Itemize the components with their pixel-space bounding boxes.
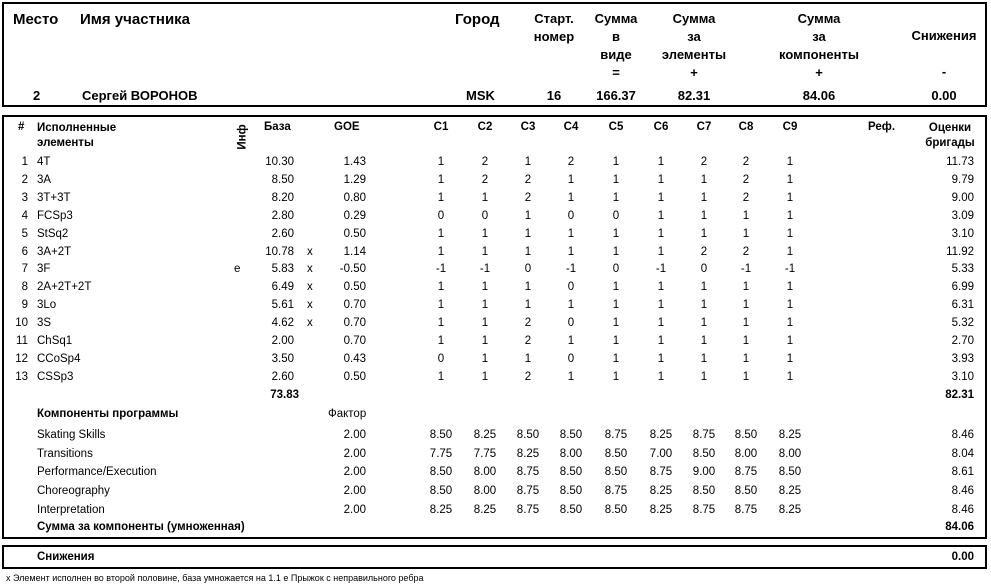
component-judge-score: 8.50 [692,485,716,498]
element-number: 6 [21,245,28,258]
component-judge-score: 8.25 [649,429,673,441]
element-judge-score: 1 [700,352,708,365]
header-tes: Сумма за элементы + [661,11,727,80]
component-judge-score: 8.25 [473,503,497,516]
component-judge-score: 8.75 [516,485,540,498]
component-factor: 2.00 [343,466,366,479]
element-goe: 0.50 [343,281,366,294]
element-score: 5.33 [951,263,974,276]
element-judge-score: 1 [612,299,620,312]
element-base: 10.78 [265,245,294,258]
element-name: ChSq1 [37,335,73,347]
judge-header: C5 [608,121,624,133]
component-judge-score: 8.75 [734,466,758,479]
component-judge-score: 8.50 [429,485,453,498]
element-judge-score: 1 [786,245,794,258]
element-judge-score: 0 [437,352,445,365]
element-judge-score: 2 [742,191,750,204]
element-base: 6.49 [271,281,294,294]
element-number: 11 [16,335,28,347]
deductions-score: 0.00 [951,551,974,563]
element-goe: 0.50 [343,370,366,383]
component-name: Transitions [37,447,93,460]
element-bonus-marker: x [307,245,313,258]
elements-base-total: 73.83 [270,389,299,401]
element-judge-score: 1 [567,370,575,383]
element-goe: 0.80 [343,191,366,204]
element-judge-score: 1 [481,299,489,312]
component-name: Skating Skills [37,429,106,441]
component-judge-score: 8.50 [516,429,540,441]
element-goe: 1.29 [343,173,366,186]
element-judge-score: 1 [481,317,489,330]
component-judge-score: 8.50 [559,466,583,479]
component-name: Performance/Execution [37,466,157,479]
element-judge-score: 1 [437,227,445,240]
element-judge-score: 1 [437,173,445,186]
element-base: 2.60 [271,227,294,240]
element-judge-score: 1 [524,209,532,222]
element-judge-score: 1 [742,352,750,365]
element-judge-score: 0 [524,263,532,276]
skater-name: Сергей ВОРОНОВ [82,88,198,103]
element-base: 2.60 [271,370,294,383]
element-score: 11.73 [946,156,974,168]
element-goe: 0.70 [343,335,366,347]
element-judge-score: 1 [786,156,794,168]
element-score: 6.31 [951,299,974,312]
element-judge-score: 1 [567,191,575,204]
element-judge-score: 1 [786,209,794,222]
components-factor-header: Фактор [328,408,367,420]
component-judge-score: 8.75 [516,503,540,516]
component-judge-score: 8.75 [692,503,716,516]
element-number: 2 [21,173,28,186]
component-judge-score: 8.50 [429,466,453,479]
component-judge-score: 8.25 [649,485,673,498]
component-judge-score: 8.50 [734,485,758,498]
component-judge-score: 8.75 [649,466,673,479]
judge-header: C2 [477,121,493,133]
element-judge-score: 0 [481,209,489,222]
element-judge-score: 1 [786,227,794,240]
element-judge-score: 1 [437,317,445,330]
element-judge-score: 1 [612,370,620,383]
component-judge-score: 8.00 [473,466,497,479]
component-judge-score: 8.50 [559,503,583,516]
element-judge-score: 1 [786,299,794,312]
element-judge-score: 1 [524,299,532,312]
component-judge-score: 8.25 [778,429,802,441]
judge-header: C6 [653,121,669,133]
element-judge-score: 2 [524,370,532,383]
element-judge-score: 1 [786,191,794,204]
element-judge-score: 0 [567,209,575,222]
element-judge-score: 0 [567,281,575,294]
element-goe: 0.70 [343,317,366,330]
component-judge-score: 8.75 [604,429,628,441]
element-judge-score: 2 [524,173,532,186]
component-judge-score: 8.25 [649,503,673,516]
element-judge-score: 1 [437,156,445,168]
component-judge-score: 8.50 [604,447,628,460]
element-number: 13 [15,370,28,383]
element-judge-score: 1 [700,281,708,294]
skater-deductions: 0.00 [931,88,957,103]
element-judge-score: 1 [786,317,794,330]
element-judge-score: 1 [742,370,750,383]
element-judge-score: 1 [742,281,750,294]
element-judge-score: 1 [786,370,794,383]
component-judge-score: 7.00 [649,447,673,460]
element-judge-score: 1 [481,335,489,347]
component-judge-score: 8.50 [778,466,802,479]
element-base: 4.62 [271,317,294,330]
header-deductions: Снижения [911,28,977,43]
element-judge-score: 2 [700,245,708,258]
element-number: 8 [21,281,28,294]
element-judge-score: 1 [481,370,489,383]
element-judge-score: 0 [612,263,620,276]
element-judge-score: 1 [657,156,665,168]
element-judge-score: 2 [567,156,575,168]
element-judge-score: 1 [481,227,489,240]
header-deductions-sign: - [941,64,947,79]
col-element-name: Исполненные элементы [37,122,117,149]
component-score: 8.61 [951,466,974,479]
judge-header: C1 [433,121,449,133]
element-judge-score: 1 [612,191,620,204]
component-score: 8.46 [951,429,974,441]
element-judge-score: 2 [742,173,750,186]
element-base: 8.50 [271,173,294,186]
element-judge-score: 1 [657,173,665,186]
element-judge-score: 1 [524,245,532,258]
element-name: CCoSp4 [37,352,81,365]
element-judge-score: 1 [657,335,665,347]
element-judge-score: 1 [481,352,489,365]
element-score: 3.09 [951,209,974,222]
element-score: 9.00 [951,191,974,204]
element-base: 5.83 [271,263,294,276]
element-judge-score: 0 [567,317,575,330]
element-judge-score: 1 [524,156,532,168]
element-judge-score: 1 [612,317,620,330]
element-judge-score: 1 [567,335,575,347]
header-city: Город [455,11,500,28]
header-start-number: Старт. номер [533,11,575,44]
element-judge-score: 1 [700,370,708,383]
details-box [2,115,987,539]
header-box [2,2,987,107]
element-judge-score: 1 [481,281,489,294]
element-number: 7 [21,263,28,276]
judge-header: C7 [696,121,712,133]
component-judge-score: 8.50 [734,429,758,441]
element-judge-score: 2 [524,335,532,347]
element-judge-score: 1 [657,352,665,365]
element-judge-score: 1 [742,299,750,312]
judge-header: C8 [738,121,754,133]
component-name: Interpretation [37,503,105,516]
element-goe: 0.70 [343,299,366,312]
element-name: CSSp3 [37,370,74,383]
element-goe: 1.43 [343,156,366,168]
element-base: 8.20 [271,191,294,204]
elements-score-total: 82.31 [945,389,974,401]
element-judge-score: 1 [612,352,620,365]
element-judge-score: 1 [524,281,532,294]
element-judge-score: 1 [612,335,620,347]
element-judge-score: 1 [612,173,620,186]
component-judge-score: 8.00 [778,447,802,460]
element-judge-score: 1 [437,335,445,347]
component-judge-score: 8.25 [516,447,540,460]
element-judge-score: 1 [700,299,708,312]
element-name: FCSp3 [37,209,73,222]
element-number: 1 [21,156,28,168]
element-judge-score: 1 [742,317,750,330]
element-judge-score: 1 [481,191,489,204]
element-judge-score: 1 [657,281,665,294]
element-judge-score: 2 [524,317,532,330]
element-score: 3.93 [951,352,974,365]
component-judge-score: 8.00 [734,447,758,460]
component-judge-score: 8.00 [473,485,497,498]
component-judge-score: 7.75 [473,447,497,460]
component-judge-score: 8.75 [734,503,758,516]
element-number: 10 [15,317,28,330]
col-goe: GOE [334,121,360,133]
header-pcs: Сумма за компоненты + [779,11,859,80]
component-judge-score: 8.75 [604,485,628,498]
component-judge-score: 8.50 [559,485,583,498]
skater-total: 166.37 [596,88,636,103]
element-judge-score: 1 [700,191,708,204]
component-judge-score: 8.00 [559,447,583,460]
component-judge-score: 8.50 [559,429,583,441]
component-judge-score: 8.50 [604,503,628,516]
element-judge-score: 1 [786,352,794,365]
col-score: Оценки бригады [925,122,975,149]
element-name: 3Lo [37,299,57,312]
element-judge-score: 1 [524,227,532,240]
skater-place: 2 [33,88,41,103]
component-judge-score: 8.50 [429,429,453,441]
element-number: 9 [21,299,28,312]
element-bonus-marker: x [307,317,313,330]
judge-header: C4 [563,121,579,133]
element-judge-score: 1 [567,227,575,240]
element-goe: 0.43 [343,352,366,365]
element-judge-score: -1 [655,263,667,276]
element-score: 6.99 [951,281,974,294]
element-score: 5.32 [951,317,974,330]
component-judge-score: 9.00 [692,466,716,479]
component-judge-score: 8.25 [778,485,802,498]
element-bonus-marker: x [307,299,313,312]
header-name: Имя участника [80,11,191,28]
element-name: StSq2 [37,227,69,240]
component-judge-score: 8.50 [692,447,716,460]
element-judge-score: -1 [435,263,447,276]
element-judge-score: 1 [786,335,794,347]
element-judge-score: -1 [784,263,796,276]
element-judge-score: 1 [437,370,445,383]
element-score: 3.10 [951,370,974,383]
element-number: 12 [15,352,28,365]
element-goe: 0.50 [343,227,366,240]
col-ref: Реф. [868,121,896,133]
header-place: Место [13,11,59,28]
element-judge-score: 1 [700,335,708,347]
component-judge-score: 8.25 [778,503,802,516]
element-number: 5 [21,227,28,240]
element-judge-score: 1 [437,245,445,258]
element-number: 4 [21,209,28,222]
element-judge-score: 1 [524,352,532,365]
element-judge-score: 1 [786,281,794,294]
element-judge-score: 1 [612,281,620,294]
element-judge-score: 2 [524,191,532,204]
element-base: 5.61 [271,299,294,312]
element-judge-score: 1 [700,317,708,330]
element-goe: -0.50 [339,263,366,276]
deductions-box [2,545,987,569]
component-score: 8.46 [951,503,974,516]
element-judge-score: 1 [700,227,708,240]
element-judge-score: 1 [700,209,708,222]
component-judge-score: 8.25 [473,429,497,441]
skater-start-number: 16 [546,88,562,103]
element-score: 11.92 [946,245,974,258]
element-judge-score: 2 [742,245,750,258]
element-judge-score: 1 [612,156,620,168]
element-judge-score: 1 [657,245,665,258]
component-judge-score: 8.25 [429,503,453,516]
element-judge-score: 1 [742,209,750,222]
skater-pcs: 84.06 [802,88,836,103]
element-judge-score: 1 [657,317,665,330]
element-judge-score: -1 [565,263,577,276]
component-factor: 2.00 [343,429,366,441]
element-judge-score: 1 [437,299,445,312]
element-base: 2.80 [271,209,294,222]
element-base: 2.00 [271,335,294,347]
col-info: Инф [236,124,249,150]
component-score: 8.04 [951,447,974,460]
element-judge-score: 1 [657,209,665,222]
judge-header: C9 [782,121,798,133]
component-factor: 2.00 [343,485,366,498]
element-judge-score: 1 [437,191,445,204]
skater-city: MSK [466,88,495,103]
element-judge-score: 2 [481,173,489,186]
element-judge-score: 1 [742,227,750,240]
element-judge-score: 2 [700,156,708,168]
element-base: 3.50 [271,352,294,365]
component-judge-score: 8.75 [692,429,716,441]
element-bonus-marker: x [307,263,313,276]
element-judge-score: 1 [612,245,620,258]
element-name: 2A+2T+2T [37,281,92,294]
element-judge-score: 1 [567,245,575,258]
judge-header: C3 [520,121,536,133]
element-judge-score: 1 [657,191,665,204]
element-name: 3F [37,263,51,276]
components-title: Компоненты программы [37,408,179,420]
element-judge-score: 1 [567,299,575,312]
component-factor: 2.00 [343,447,366,460]
element-score: 2.70 [951,335,974,347]
element-score: 3.10 [951,227,974,240]
element-judge-score: 1 [657,370,665,383]
element-judge-score: 0 [567,352,575,365]
element-name: 3S [37,317,52,330]
element-number: 3 [21,191,28,204]
element-base: 10.30 [265,156,294,168]
footnote: x Элемент исполнен во второй половине, база умножается на 1.1 e Прыжок с неправильного ребра [6,573,424,583]
element-name: 3T+3T [37,191,71,204]
components-total-score: 84.06 [945,521,974,533]
element-judge-score: 0 [612,209,620,222]
element-judge-score: 0 [700,263,708,276]
component-name: Choreography [37,485,110,498]
col-base: База [264,121,291,133]
header-total: Сумма в виде = [594,11,638,80]
element-judge-score: 1 [742,335,750,347]
element-judge-score: 1 [481,245,489,258]
component-score: 8.46 [951,485,974,498]
component-judge-score: 7.75 [429,447,453,460]
element-judge-score: -1 [740,263,752,276]
element-goe: 0.29 [343,209,366,222]
element-judge-score: 1 [786,173,794,186]
element-judge-score: -1 [479,263,491,276]
element-judge-score: 1 [612,227,620,240]
element-judge-score: 1 [657,299,665,312]
element-name: 4T [37,156,51,168]
element-judge-score: 1 [437,281,445,294]
element-judge-score: 2 [481,156,489,168]
element-judge-score: 0 [437,209,445,222]
component-judge-score: 8.75 [516,466,540,479]
col-num: # [18,121,25,133]
element-judge-score: 1 [567,173,575,186]
components-total-label: Сумма за компоненты (умноженная) [37,521,245,533]
deductions-label: Снижения [37,551,95,563]
skater-tes: 82.31 [677,88,711,103]
element-name: 3A+2T [37,245,72,258]
element-goe: 1.14 [343,245,366,258]
element-bonus-marker: x [307,281,313,294]
element-name: 3A [37,173,52,186]
element-judge-score: 2 [742,156,750,168]
component-judge-score: 8.50 [604,466,628,479]
element-judge-score: 1 [657,227,665,240]
element-judge-score: 1 [700,173,708,186]
component-factor: 2.00 [343,503,366,516]
element-info: e [234,263,241,276]
element-score: 9.79 [951,173,974,186]
